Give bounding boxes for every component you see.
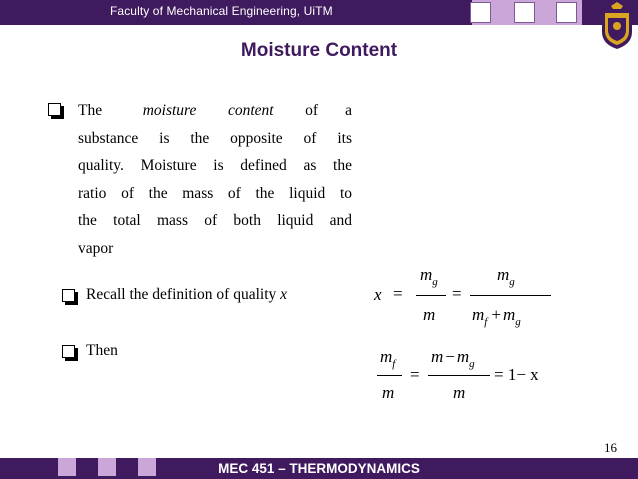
slide-title: Moisture Content bbox=[240, 40, 398, 61]
header-decor-square bbox=[514, 2, 535, 23]
bullet-then: Then bbox=[86, 342, 118, 359]
course-footer-text: MEC 451 – THERMODYNAMICS bbox=[218, 461, 420, 476]
paragraph-line: The moisture content of a bbox=[78, 102, 353, 119]
paragraph-line: substance is the opposite of its bbox=[78, 129, 352, 147]
faculty-header-text: Faculty of Mechanical Engineering, UiTM bbox=[110, 4, 333, 18]
eq2-den2: m bbox=[453, 383, 466, 402]
word-the: The bbox=[78, 102, 103, 119]
eq1-equals-2: = bbox=[452, 284, 462, 303]
eq1-den1: m bbox=[423, 305, 436, 324]
eq1-equals: = bbox=[393, 284, 403, 303]
paragraph-line: vapor bbox=[78, 239, 114, 257]
page-number: 16 bbox=[604, 440, 617, 455]
header-decor-square bbox=[470, 2, 491, 23]
term-moisture: moisture bbox=[142, 102, 197, 119]
eq1-fraction-bar bbox=[416, 295, 446, 296]
paragraph-line: ratio of the mass of the liquid to bbox=[78, 184, 352, 202]
eq2-fraction-bar bbox=[377, 375, 402, 376]
paragraph-line: quality. Moisture is defined as the bbox=[78, 157, 352, 175]
header-decor-square bbox=[556, 2, 577, 23]
eq1-num1: $m_g$ bbox=[420, 265, 438, 288]
eq2-num2: $m - m_g$ bbox=[431, 347, 475, 370]
eq2-den1: m bbox=[382, 383, 395, 402]
paragraph-line: the total mass of both liquid and bbox=[78, 212, 352, 230]
eq2-num1: $m_f$ bbox=[380, 347, 396, 370]
bullet-moisture-paragraph bbox=[78, 97, 352, 263]
term-content: content bbox=[227, 102, 274, 119]
eq2-rhs: = 1− x bbox=[494, 365, 539, 384]
eq1-fraction-bar-2 bbox=[470, 295, 551, 296]
eq1-den2: $m_f + m_g$ bbox=[472, 305, 521, 328]
eq2-equals: = bbox=[410, 365, 420, 384]
eq2-fraction-bar-2 bbox=[428, 375, 490, 376]
recall-text: Recall the definition of quality bbox=[86, 286, 277, 303]
quality-variable: x bbox=[280, 286, 288, 303]
eq1-num2: $m_g$ bbox=[497, 265, 515, 288]
eq1-lhs: x bbox=[374, 285, 382, 304]
bullet-recall-quality bbox=[86, 286, 287, 304]
header-bar bbox=[0, 0, 638, 25]
footer-bar bbox=[0, 458, 638, 479]
